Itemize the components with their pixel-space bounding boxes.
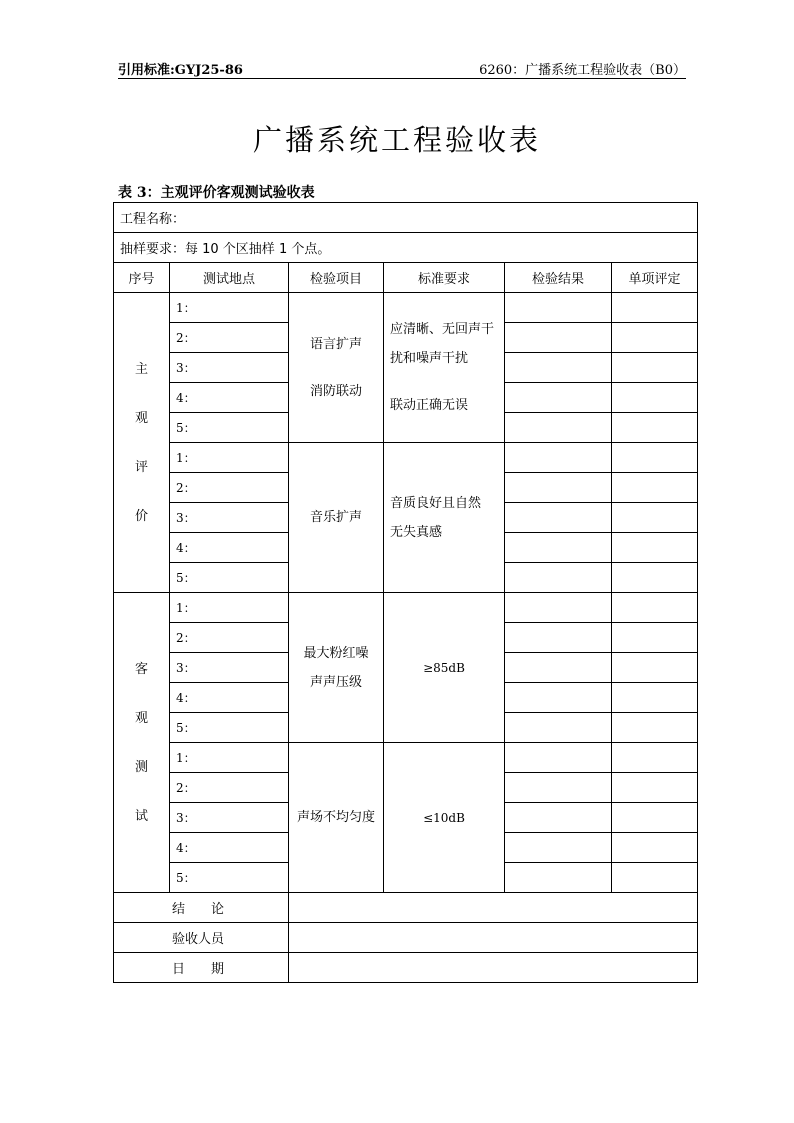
point-label: 2： [170,473,289,503]
table-row [114,293,698,323]
sampling-requirement: 抽样要求：每 10 个区抽样 1 个点。 [114,233,698,263]
standard-line: 应清晰、无回声干 [390,322,495,337]
sampling-row [114,233,698,263]
project-name-cell[interactable]: 工程名称： [114,203,698,233]
reference-standard: 引用标准:GYJ25-86 [118,63,243,78]
col-header-standard: 标准要求 [384,263,505,293]
point-label: 1： [170,443,289,473]
result-cell[interactable] [505,443,612,473]
col-header-location: 测试地点 [170,263,289,293]
item-line: 最大粉红噪 [303,645,369,661]
result-cell[interactable] [505,503,612,533]
result-cell[interactable] [505,383,612,413]
col-header-result: 检验结果 [505,263,612,293]
section-subjective-label [114,293,170,593]
point-label: 1： [170,293,289,323]
result-cell[interactable] [505,713,612,743]
point-label: 2： [170,773,289,803]
item-speech-fire [289,293,384,443]
rating-cell[interactable] [612,713,698,743]
result-cell[interactable] [505,353,612,383]
rating-cell[interactable] [612,863,698,893]
item-line: 声场不均匀度 [296,810,375,825]
project-name-row [114,203,698,233]
result-cell[interactable] [505,653,612,683]
result-cell[interactable] [505,863,612,893]
point-label: 3： [170,353,289,383]
standard-speech-fire [384,293,505,443]
form-code: 6260：广播系统工程验收表（B0） [479,63,686,78]
result-cell[interactable] [505,683,612,713]
point-label: 4： [170,533,289,563]
rating-cell[interactable] [612,653,698,683]
standard-uniformity: ≤10dB [384,743,505,893]
table-row [114,743,698,773]
point-label: 5： [170,713,289,743]
rating-cell[interactable] [612,833,698,863]
section-char: 观 [134,710,148,726]
result-cell[interactable] [505,323,612,353]
rating-cell[interactable] [612,803,698,833]
item-line: 音乐扩声 [309,510,362,525]
point-label: 4： [170,833,289,863]
result-cell[interactable] [505,563,612,593]
rating-cell[interactable] [612,743,698,773]
section-char: 主 [134,361,148,377]
rating-cell[interactable] [612,293,698,323]
point-label: 5： [170,563,289,593]
point-label: 1： [170,593,289,623]
point-label: 2： [170,323,289,353]
point-label: 3： [170,803,289,833]
rating-cell[interactable] [612,563,698,593]
inspection-table [113,202,698,983]
standard-line: 扰和噪声干扰 [390,351,469,366]
rating-cell[interactable] [612,683,698,713]
page-header [118,58,686,79]
section-char: 评 [134,459,148,475]
col-header-item: 检验项目 [289,263,384,293]
item-field-uniformity [289,743,384,893]
point-label: 5： [170,863,289,893]
standard-max-spl: ≥85dB [384,593,505,743]
item-line: 语言扩声 [309,336,362,352]
point-label: 4： [170,683,289,713]
section-char: 客 [134,661,148,677]
section-char: 观 [134,410,148,426]
rating-cell[interactable] [612,503,698,533]
result-cell[interactable] [505,533,612,563]
column-header-row [114,263,698,293]
conclusion-value[interactable] [289,893,698,923]
standard-line: 无失真感 [390,524,443,540]
result-cell[interactable] [505,473,612,503]
rating-cell[interactable] [612,623,698,653]
result-cell[interactable] [505,833,612,863]
point-label: 2： [170,623,289,653]
standard-line: 音质良好且自然 [390,495,482,511]
result-cell[interactable] [505,593,612,623]
item-music [289,443,384,593]
document-title: 广播系统工程验收表 [252,123,541,157]
standard-line: 联动正确无误 [390,398,469,413]
point-label: 1： [170,743,289,773]
table-row [114,593,698,623]
inspectors-value[interactable] [289,923,698,953]
inspectors-row [114,923,698,953]
table-row [114,443,698,473]
rating-cell[interactable] [612,323,698,353]
section-char: 测 [134,759,148,775]
rating-cell[interactable] [612,593,698,623]
item-line: 声声压级 [309,674,362,690]
date-value[interactable] [289,953,698,983]
item-line: 消防联动 [309,383,362,399]
point-label: 3： [170,653,289,683]
rating-cell[interactable] [612,443,698,473]
table-subtitle: 表 3：主观评价客观测试验收表 [118,185,315,201]
result-cell[interactable] [505,293,612,323]
rating-cell[interactable] [612,773,698,803]
date-label: 日 期 [114,953,289,983]
result-cell[interactable] [505,803,612,833]
section-char: 价 [134,508,148,524]
col-header-seq: 序号 [114,263,170,293]
item-max-pink-noise [289,593,384,743]
conclusion-row [114,893,698,923]
section-char: 试 [134,808,148,824]
result-cell[interactable] [505,773,612,803]
inspectors-label: 验收人员 [114,923,289,953]
section-objective-label [114,593,170,893]
rating-cell[interactable] [612,413,698,443]
col-header-rating: 单项评定 [612,263,698,293]
result-cell[interactable] [505,623,612,653]
rating-cell[interactable] [612,353,698,383]
point-label: 3： [170,503,289,533]
result-cell[interactable] [505,743,612,773]
rating-cell[interactable] [612,533,698,563]
conclusion-label: 结 论 [114,893,289,923]
result-cell[interactable] [505,413,612,443]
standard-music [384,443,505,593]
date-row [114,953,698,983]
point-label: 5： [170,413,289,443]
point-label: 4： [170,383,289,413]
rating-cell[interactable] [612,383,698,413]
rating-cell[interactable] [612,473,698,503]
